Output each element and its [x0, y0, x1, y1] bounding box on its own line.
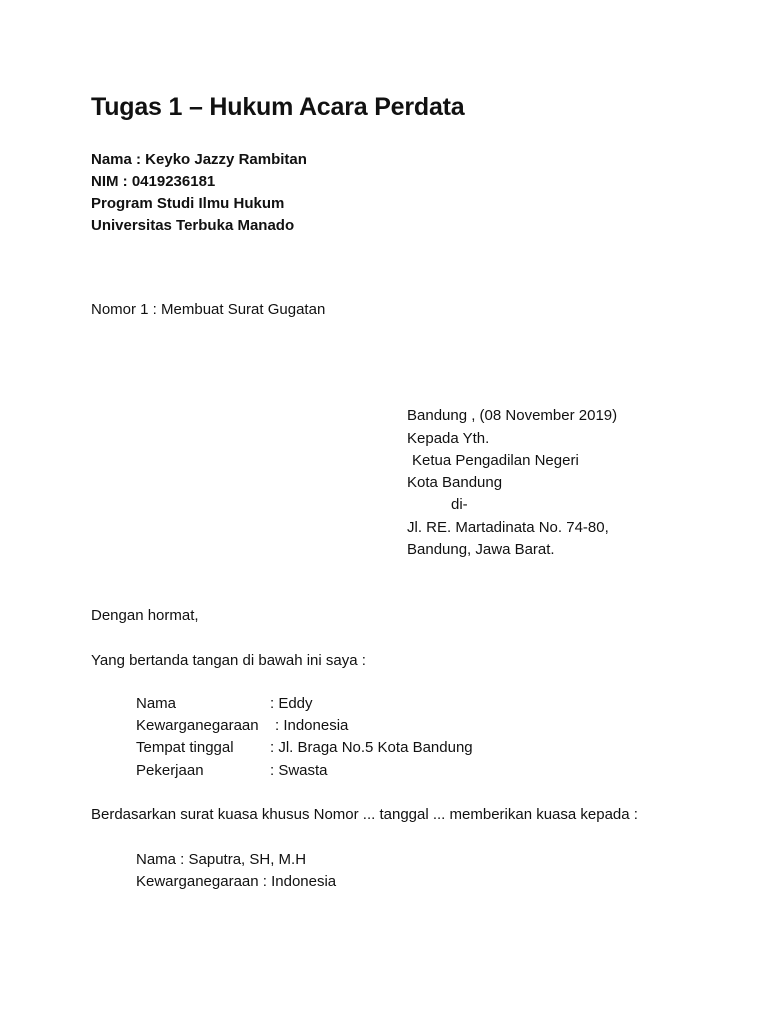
- person-field: [136, 694, 313, 714]
- address-line: Bandung, Jawa Barat.: [407, 541, 555, 558]
- address-line: di-: [451, 496, 468, 513]
- proxy-name: Nama : Saputra, SH, M.H: [136, 851, 307, 868]
- field-value: : Jl. Braga No.5 Kota Bandung: [270, 739, 473, 756]
- field-label: Tempat tinggal: [136, 739, 234, 756]
- field-label: Nama: [136, 695, 177, 712]
- field-label: Pekerjaan: [136, 762, 204, 779]
- person-field: [136, 738, 473, 758]
- proxy-intro: Berdasarkan surat kuasa khusus Nomor ... tanggal ... memberikan kuasa kepada :: [91, 806, 638, 823]
- field-value: : Indonesia: [275, 717, 349, 734]
- field-value: : Swasta: [270, 762, 328, 779]
- address-line: Kota Bandung: [407, 474, 503, 491]
- letter-date: Bandung , (08 November 2019): [407, 407, 618, 424]
- person-field: [136, 716, 348, 736]
- proxy-citizenship: Kewarganegaraan : Indonesia: [136, 873, 337, 890]
- identity-university: Universitas Terbuka Manado: [91, 217, 295, 234]
- intro-text: Yang bertanda tangan di bawah ini saya :: [91, 652, 366, 669]
- identity-name: Nama : Keyko Jazzy Rambitan: [91, 151, 307, 168]
- field-label: Kewarganegaraan: [136, 717, 259, 734]
- address-line: Ketua Pengadilan Negeri: [412, 452, 579, 469]
- task-heading: Nomor 1 : Membuat Surat Gugatan: [91, 301, 326, 318]
- document-title: Tugas 1 – Hukum Acara Perdata: [91, 93, 465, 121]
- identity-program: Program Studi Ilmu Hukum: [91, 195, 285, 212]
- identity-nim: NIM : 0419236181: [91, 173, 216, 190]
- person-field: [136, 761, 328, 781]
- field-value: : Eddy: [270, 695, 313, 712]
- address-line: Kepada Yth.: [407, 430, 490, 447]
- greeting: Dengan hormat,: [91, 607, 199, 624]
- address-line: Jl. RE. Martadinata No. 74-80,: [407, 519, 609, 536]
